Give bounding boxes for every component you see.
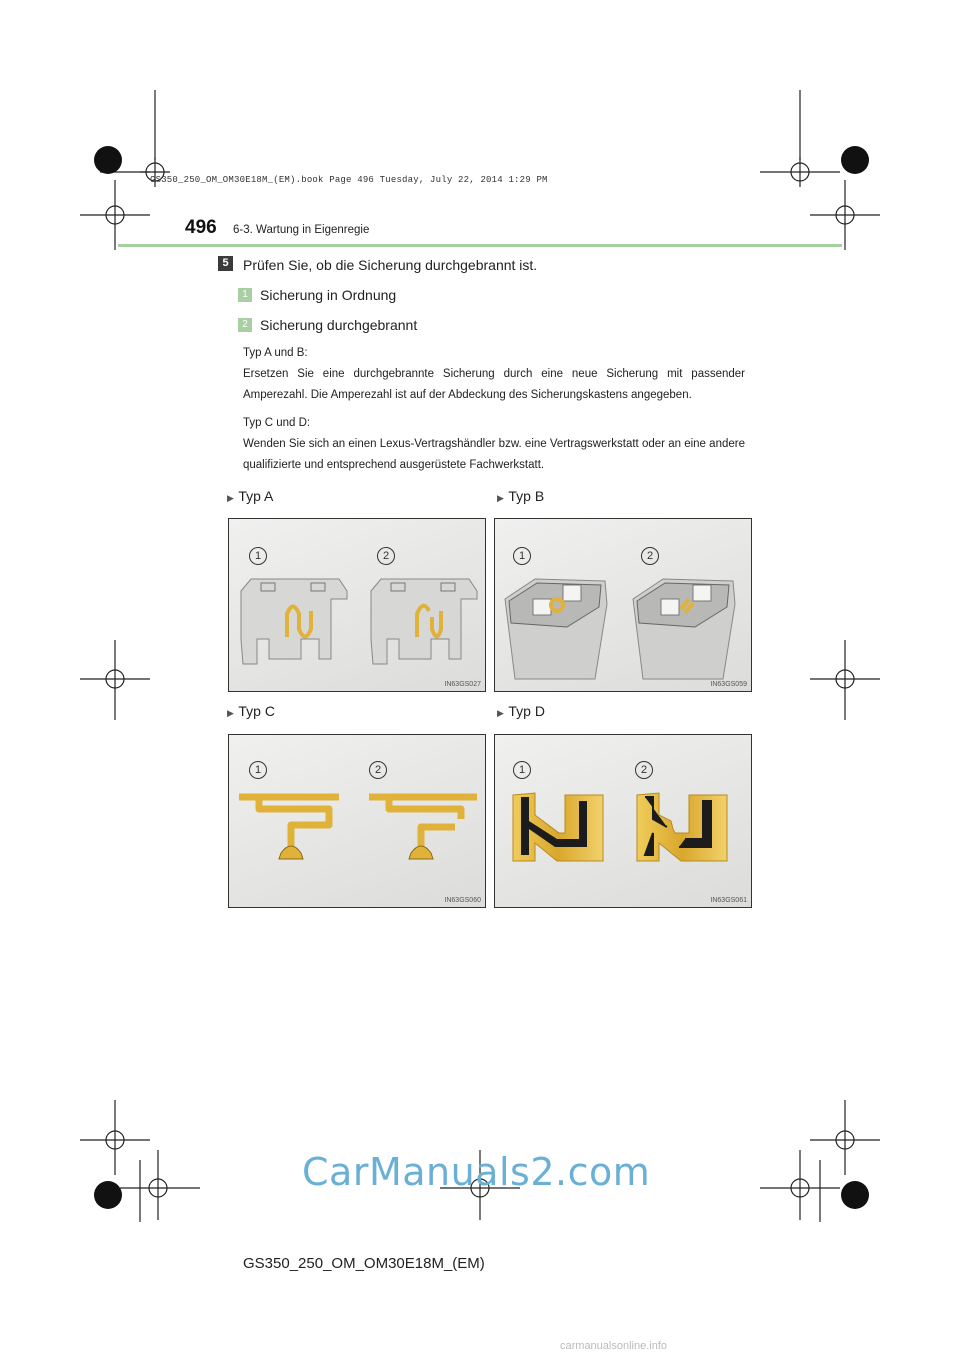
figure-code: IN63GS061	[710, 897, 747, 904]
figure-label-typ-d: ▶ Typ D	[497, 703, 545, 719]
figure-typ-d	[494, 734, 752, 908]
item-badge-1: 1	[238, 288, 252, 302]
callout-1: 1	[249, 547, 267, 565]
figure-code: IN63GS027	[444, 681, 481, 688]
figure-code: IN63GS059	[710, 681, 747, 688]
figure-typ-c	[228, 734, 486, 908]
header-rule	[118, 244, 842, 247]
callout-2: 2	[369, 761, 387, 779]
callout-2: 2	[377, 547, 395, 565]
high-current-fuse-illustration	[495, 735, 751, 907]
page-number: 496	[185, 217, 217, 238]
figure-label-typ-c: ▶ Typ C	[227, 703, 275, 719]
figure-label-typ-a: ▶ Typ A	[227, 488, 274, 504]
triangle-bullet-icon: ▶	[227, 708, 234, 718]
item-text-1: Sicherung in Ordnung	[260, 287, 397, 303]
watermark-carmanualsonline: carmanualsonline.info	[560, 1340, 668, 1352]
note-heading: Typ C und D:	[243, 417, 311, 429]
triangle-bullet-icon: ▶	[497, 708, 504, 718]
blade-fuse-illustration	[229, 519, 485, 691]
callout-2: 2	[635, 761, 653, 779]
triangle-bullet-icon: ▶	[497, 493, 504, 503]
figure-code: IN63GS060	[444, 897, 481, 904]
callout-1: 1	[513, 547, 531, 565]
fusible-link-illustration	[229, 735, 485, 907]
file-info-line: GS350_250_OM_OM30E18M_(EM).book Page 496 Tuesday, July 22, 2014 1:29 PM	[150, 175, 548, 185]
note-typ-a-b	[243, 343, 745, 406]
item-text-2: Sicherung durchgebrannt	[260, 317, 418, 333]
watermark-carmanuals2: CarManuals2.com	[302, 1150, 651, 1194]
figure-typ-a	[228, 518, 486, 692]
note-typ-c-d	[243, 413, 745, 476]
callout-2: 2	[641, 547, 659, 565]
triangle-bullet-icon: ▶	[227, 493, 234, 503]
note-heading: Typ A und B:	[243, 347, 308, 359]
figure-label-typ-b: ▶ Typ B	[497, 488, 545, 504]
footer-model-code: GS350_250_OM_OM30E18M_(EM)	[243, 1255, 485, 1272]
item-badge-2: 2	[238, 318, 252, 332]
note-body: Wenden Sie sich an einen Lexus-Vertragshändler bzw. eine Vertragswerkstatt oder an eine andere qualifizierte und entsprechend ausgerüstete Fachwerkstatt.	[243, 438, 745, 471]
figure-typ-b	[494, 518, 752, 692]
section-title: 6-3. Wartung in Eigenregie	[233, 224, 370, 236]
note-body: Ersetzen Sie eine durchgebrannte Sicherung durch eine neue Sicherung mit passender Amperezahl. Die Amperezahl ist auf der Abdeckung des Sicherungskastens angegeben.	[243, 368, 745, 401]
callout-1: 1	[513, 761, 531, 779]
step-number-box: 5	[218, 256, 233, 271]
cartridge-fuse-illustration	[495, 519, 751, 691]
step-text: Prüfen Sie, ob die Sicherung durchgebrannt ist.	[243, 257, 538, 273]
callout-1: 1	[249, 761, 267, 779]
